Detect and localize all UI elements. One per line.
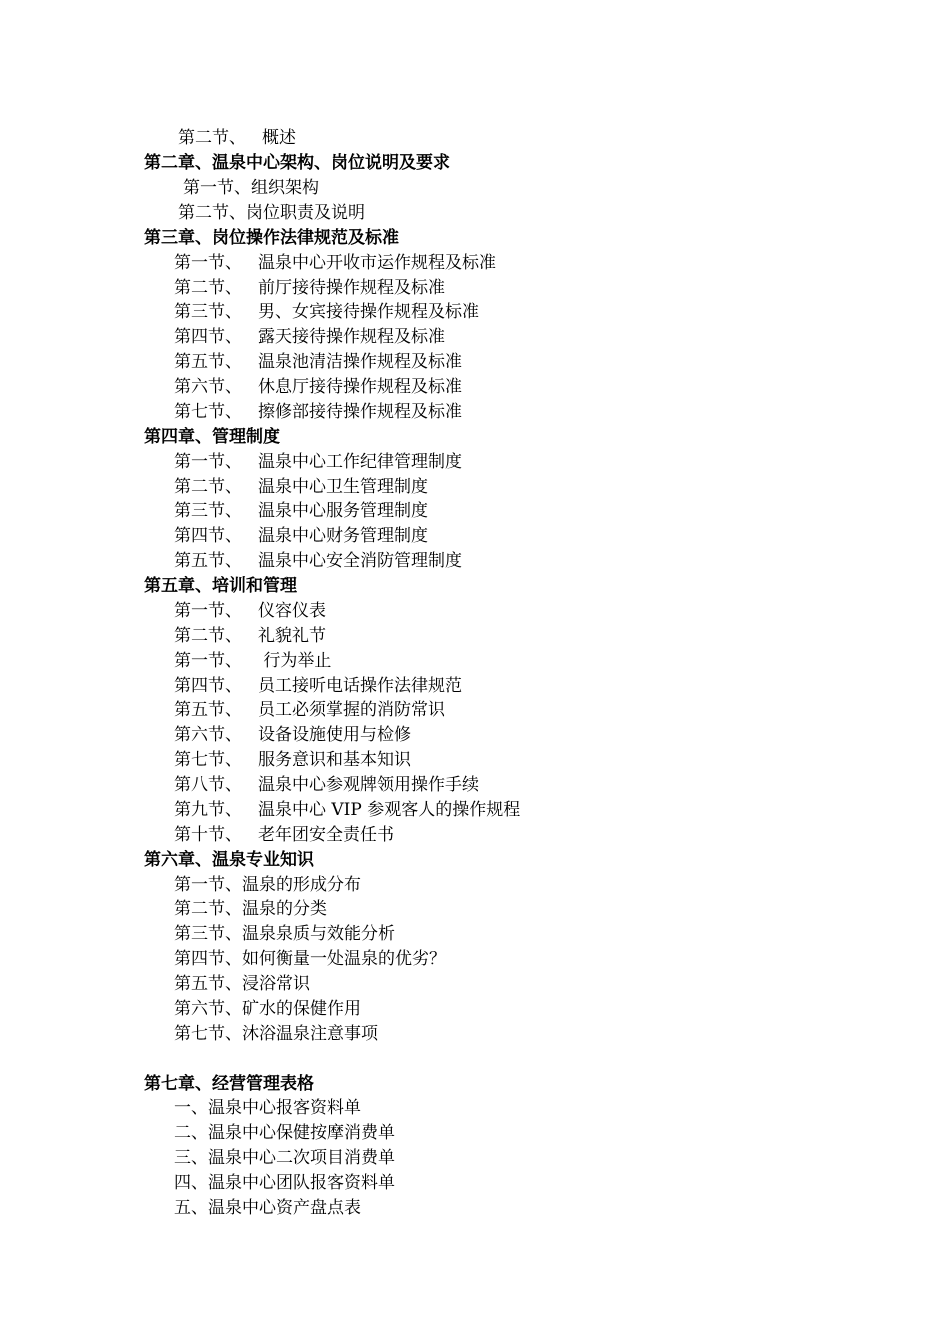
toc-item: 二、温泉中心保健按摩消费单 (174, 1123, 395, 1143)
section-number: 第二节、 (174, 278, 242, 298)
toc-section (174, 351, 462, 373)
chapter-heading: 第七章、经营管理表格 (144, 1074, 314, 1094)
toc-section (174, 675, 462, 697)
toc-section: 第三节、温泉泉质与效能分析 (174, 924, 395, 944)
section-number: 第五节、 (174, 352, 242, 372)
section-number: 第二节、 (174, 477, 242, 497)
section-title: 露天接待操作规程及标准 (258, 327, 445, 347)
toc-section (174, 525, 428, 547)
toc-section: 第二节、岗位职责及说明 (178, 203, 365, 223)
section-title: 温泉中心 VIP 参观客人的操作规程 (258, 800, 521, 820)
section-number: 第二节、 (174, 626, 242, 646)
toc-section (174, 476, 428, 498)
section-number: 第七节、 (174, 402, 242, 422)
section-number: 第八节、 (174, 775, 242, 795)
section-number: 第一节、 (174, 253, 242, 273)
section-number: 第五节、 (174, 700, 242, 720)
chapter-heading: 第二章、温泉中心架构、岗位说明及要求 (144, 153, 450, 173)
section-number: 第九节、 (174, 800, 242, 820)
toc-section (174, 600, 326, 622)
section-number: 第二节、 (178, 128, 246, 148)
toc-section (174, 376, 462, 398)
section-title: 设备设施使用与检修 (258, 725, 411, 745)
toc-section (174, 252, 496, 274)
section-number: 第五节、 (174, 551, 242, 571)
section-number: 第三节、 (174, 302, 242, 322)
toc-section (174, 650, 331, 672)
toc-section (174, 749, 411, 771)
section-title: 温泉中心参观牌领用操作手续 (258, 775, 479, 795)
chapter-heading: 第四章、管理制度 (144, 427, 280, 447)
toc-section (174, 301, 479, 323)
toc-section (174, 799, 520, 821)
section-number: 第十节、 (174, 825, 242, 845)
toc-section (174, 550, 462, 572)
toc-section: 第五节、浸浴常识 (174, 974, 310, 994)
section-title: 员工必须掌握的消防常识 (258, 700, 445, 720)
section-number: 第三节、 (174, 501, 242, 521)
section-title: 温泉中心安全消防管理制度 (258, 551, 462, 571)
section-number: 第一节、 (174, 452, 242, 472)
toc-item: 五、温泉中心资产盘点表 (174, 1198, 361, 1218)
section-title: 休息厅接待操作规程及标准 (258, 377, 462, 397)
section-number: 第六节、 (174, 377, 242, 397)
chapter-heading: 第五章、培训和管理 (144, 576, 297, 596)
section-number: 第四节、 (174, 526, 242, 546)
section-title: 前厅接待操作规程及标准 (258, 278, 445, 298)
toc-section (178, 127, 296, 149)
toc-section: 第二节、温泉的分类 (174, 899, 327, 919)
toc-section (174, 326, 445, 348)
section-title: 仪容仪表 (258, 601, 326, 621)
toc-section: 第一节、组织架构 (183, 178, 319, 198)
toc-section: 第四节、如何衡量一处温泉的优劣？ (174, 949, 446, 969)
section-title: 温泉中心服务管理制度 (258, 501, 428, 521)
section-number: 第一节、 (174, 601, 242, 621)
toc-section: 第一节、温泉的形成分布 (174, 875, 361, 895)
section-title: 服务意识和基本知识 (258, 750, 411, 770)
chapter-heading: 第三章、岗位操作法律规范及标准 (144, 228, 399, 248)
section-title: 概述 (262, 128, 296, 148)
toc-section (174, 401, 462, 423)
section-number: 第四节、 (174, 327, 242, 347)
section-number: 第四节、 (174, 676, 242, 696)
section-title: 男、女宾接待操作规程及标准 (258, 302, 479, 322)
section-title: 礼貌礼节 (258, 626, 326, 646)
section-number: 第一节、 (174, 651, 242, 671)
toc-section: 第六节、矿水的保健作用 (174, 999, 361, 1019)
toc-section (174, 277, 445, 299)
toc-section (174, 699, 445, 721)
section-title: 温泉中心开收市运作规程及标准 (258, 253, 496, 273)
toc-item: 三、温泉中心二次项目消费单 (174, 1148, 395, 1168)
toc-section (174, 500, 428, 522)
section-number: 第六节、 (174, 725, 242, 745)
toc-item: 一、温泉中心报客资料单 (174, 1098, 361, 1118)
toc-section: 第七节、沐浴温泉注意事项 (174, 1024, 378, 1044)
section-title: 温泉中心财务管理制度 (258, 526, 428, 546)
toc-item: 四、温泉中心团队报客资料单 (174, 1173, 395, 1193)
section-number: 第七节、 (174, 750, 242, 770)
section-title: 行为举止 (258, 651, 332, 671)
toc-section (174, 625, 326, 647)
section-title: 温泉中心工作纪律管理制度 (258, 452, 462, 472)
section-title: 老年团安全责任书 (258, 825, 394, 845)
toc-section (174, 824, 394, 846)
section-title: 温泉池清洁操作规程及标准 (258, 352, 462, 372)
toc-section (174, 724, 411, 746)
toc-section (174, 451, 462, 473)
section-title: 温泉中心卫生管理制度 (258, 477, 428, 497)
chapter-heading: 第六章、温泉专业知识 (144, 850, 314, 870)
section-title: 擦修部接待操作规程及标准 (258, 402, 462, 422)
section-title: 员工接听电话操作法律规范 (258, 676, 462, 696)
toc-section (174, 774, 479, 796)
